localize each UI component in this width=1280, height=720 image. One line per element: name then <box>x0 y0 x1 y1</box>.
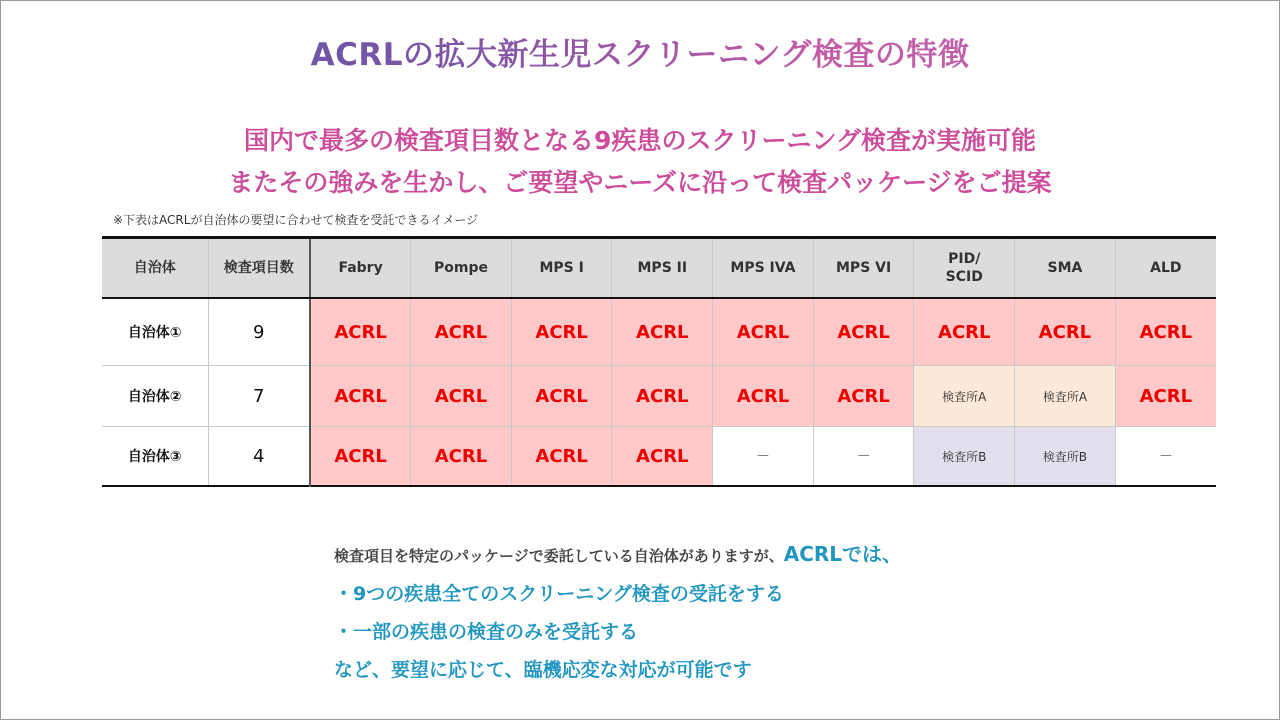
table-cell: ACRL <box>813 298 914 366</box>
table-cell: ACRL <box>511 427 612 487</box>
row-municipality-name: 自治体③ <box>102 427 208 487</box>
row-municipality-name: 自治体① <box>102 298 208 366</box>
table-cell: － <box>813 427 914 487</box>
table-cell: ACRL <box>713 366 814 427</box>
header-sma: SMA <box>1015 238 1116 299</box>
table-cell: ACRL <box>612 298 713 366</box>
row-item-count: 4 <box>208 427 310 487</box>
table-row <box>102 366 1216 427</box>
header-ald: ALD <box>1115 238 1216 299</box>
subtitle-line-2: またその強みを生かし、ご要望やニーズに沿って検査パッケージをご提案 <box>228 168 1052 197</box>
table-cell: 検査所B <box>914 427 1015 487</box>
table-cell: ACRL <box>713 298 814 366</box>
table-cell: ACRL <box>612 427 713 487</box>
header-mps-vi: MPS VI <box>813 238 914 299</box>
table-cell: － <box>1115 427 1216 487</box>
table-cell: ACRL <box>310 366 411 427</box>
row-municipality-name: 自治体② <box>102 366 208 427</box>
table-cell: ACRL <box>411 366 512 427</box>
table-cell: ACRL <box>1115 298 1216 366</box>
screening-matrix-table <box>102 236 1216 487</box>
header-fabry: Fabry <box>310 238 411 299</box>
table-cell: ACRL <box>813 366 914 427</box>
table-cell: ACRL <box>1115 366 1216 427</box>
header-pid-scid: PID/ SCID <box>914 238 1015 299</box>
subtitle-line-1: 国内で最多の検査項目数となる9疾患のスクリーニング検査が実施可能 <box>244 126 1036 155</box>
table-cell: 検査所A <box>1015 366 1116 427</box>
table-cell: ACRL <box>511 366 612 427</box>
row-item-count: 9 <box>208 298 310 366</box>
table-cell: ACRL <box>511 298 612 366</box>
header-mps-ii: MPS II <box>612 238 713 299</box>
summary-line-4: など、要望に応じて、臨機応変な対応が可能です <box>334 659 752 681</box>
table-cell: ACRL <box>310 427 411 487</box>
table-cell: － <box>713 427 814 487</box>
summary-line-1 <box>334 535 1154 575</box>
summary-line-2: ・9つの疾患全てのスクリーニング検査の受託をする <box>334 583 784 605</box>
table-cell: ACRL <box>411 298 512 366</box>
header-item-count: 検査項目数 <box>208 238 310 299</box>
table-cell: ACRL <box>1015 298 1116 366</box>
header-mps-i: MPS I <box>511 238 612 299</box>
table-note: ※下表はACRLが自治体の要望に合わせて検査を受託できるイメージ <box>113 213 479 227</box>
row-item-count: 7 <box>208 366 310 427</box>
table-row <box>102 427 1216 487</box>
summary-text-block <box>334 535 1154 689</box>
table-row <box>102 298 1216 366</box>
summary-line-3: ・一部の疾患の検査のみを受託する <box>334 621 639 643</box>
header-municipality: 自治体 <box>102 238 208 299</box>
table-header-row <box>102 238 1216 299</box>
summary-line-1-highlight: ACRLでは、 <box>783 542 903 566</box>
table-cell: ACRL <box>914 298 1015 366</box>
table-cell: 検査所A <box>914 366 1015 427</box>
summary-line-1-prefix: 検査項目を特定のパッケージで委託している自治体がありますが、 <box>334 547 784 565</box>
header-mps-iva: MPS IVA <box>713 238 814 299</box>
slide-title: ACRLの拡大新生児スクリーニング検査の特徴 <box>1 33 1279 77</box>
header-pompe: Pompe <box>411 238 512 299</box>
table-cell: ACRL <box>612 366 713 427</box>
table-cell: 検査所B <box>1015 427 1116 487</box>
table-cell: ACRL <box>411 427 512 487</box>
table-cell: ACRL <box>310 298 411 366</box>
